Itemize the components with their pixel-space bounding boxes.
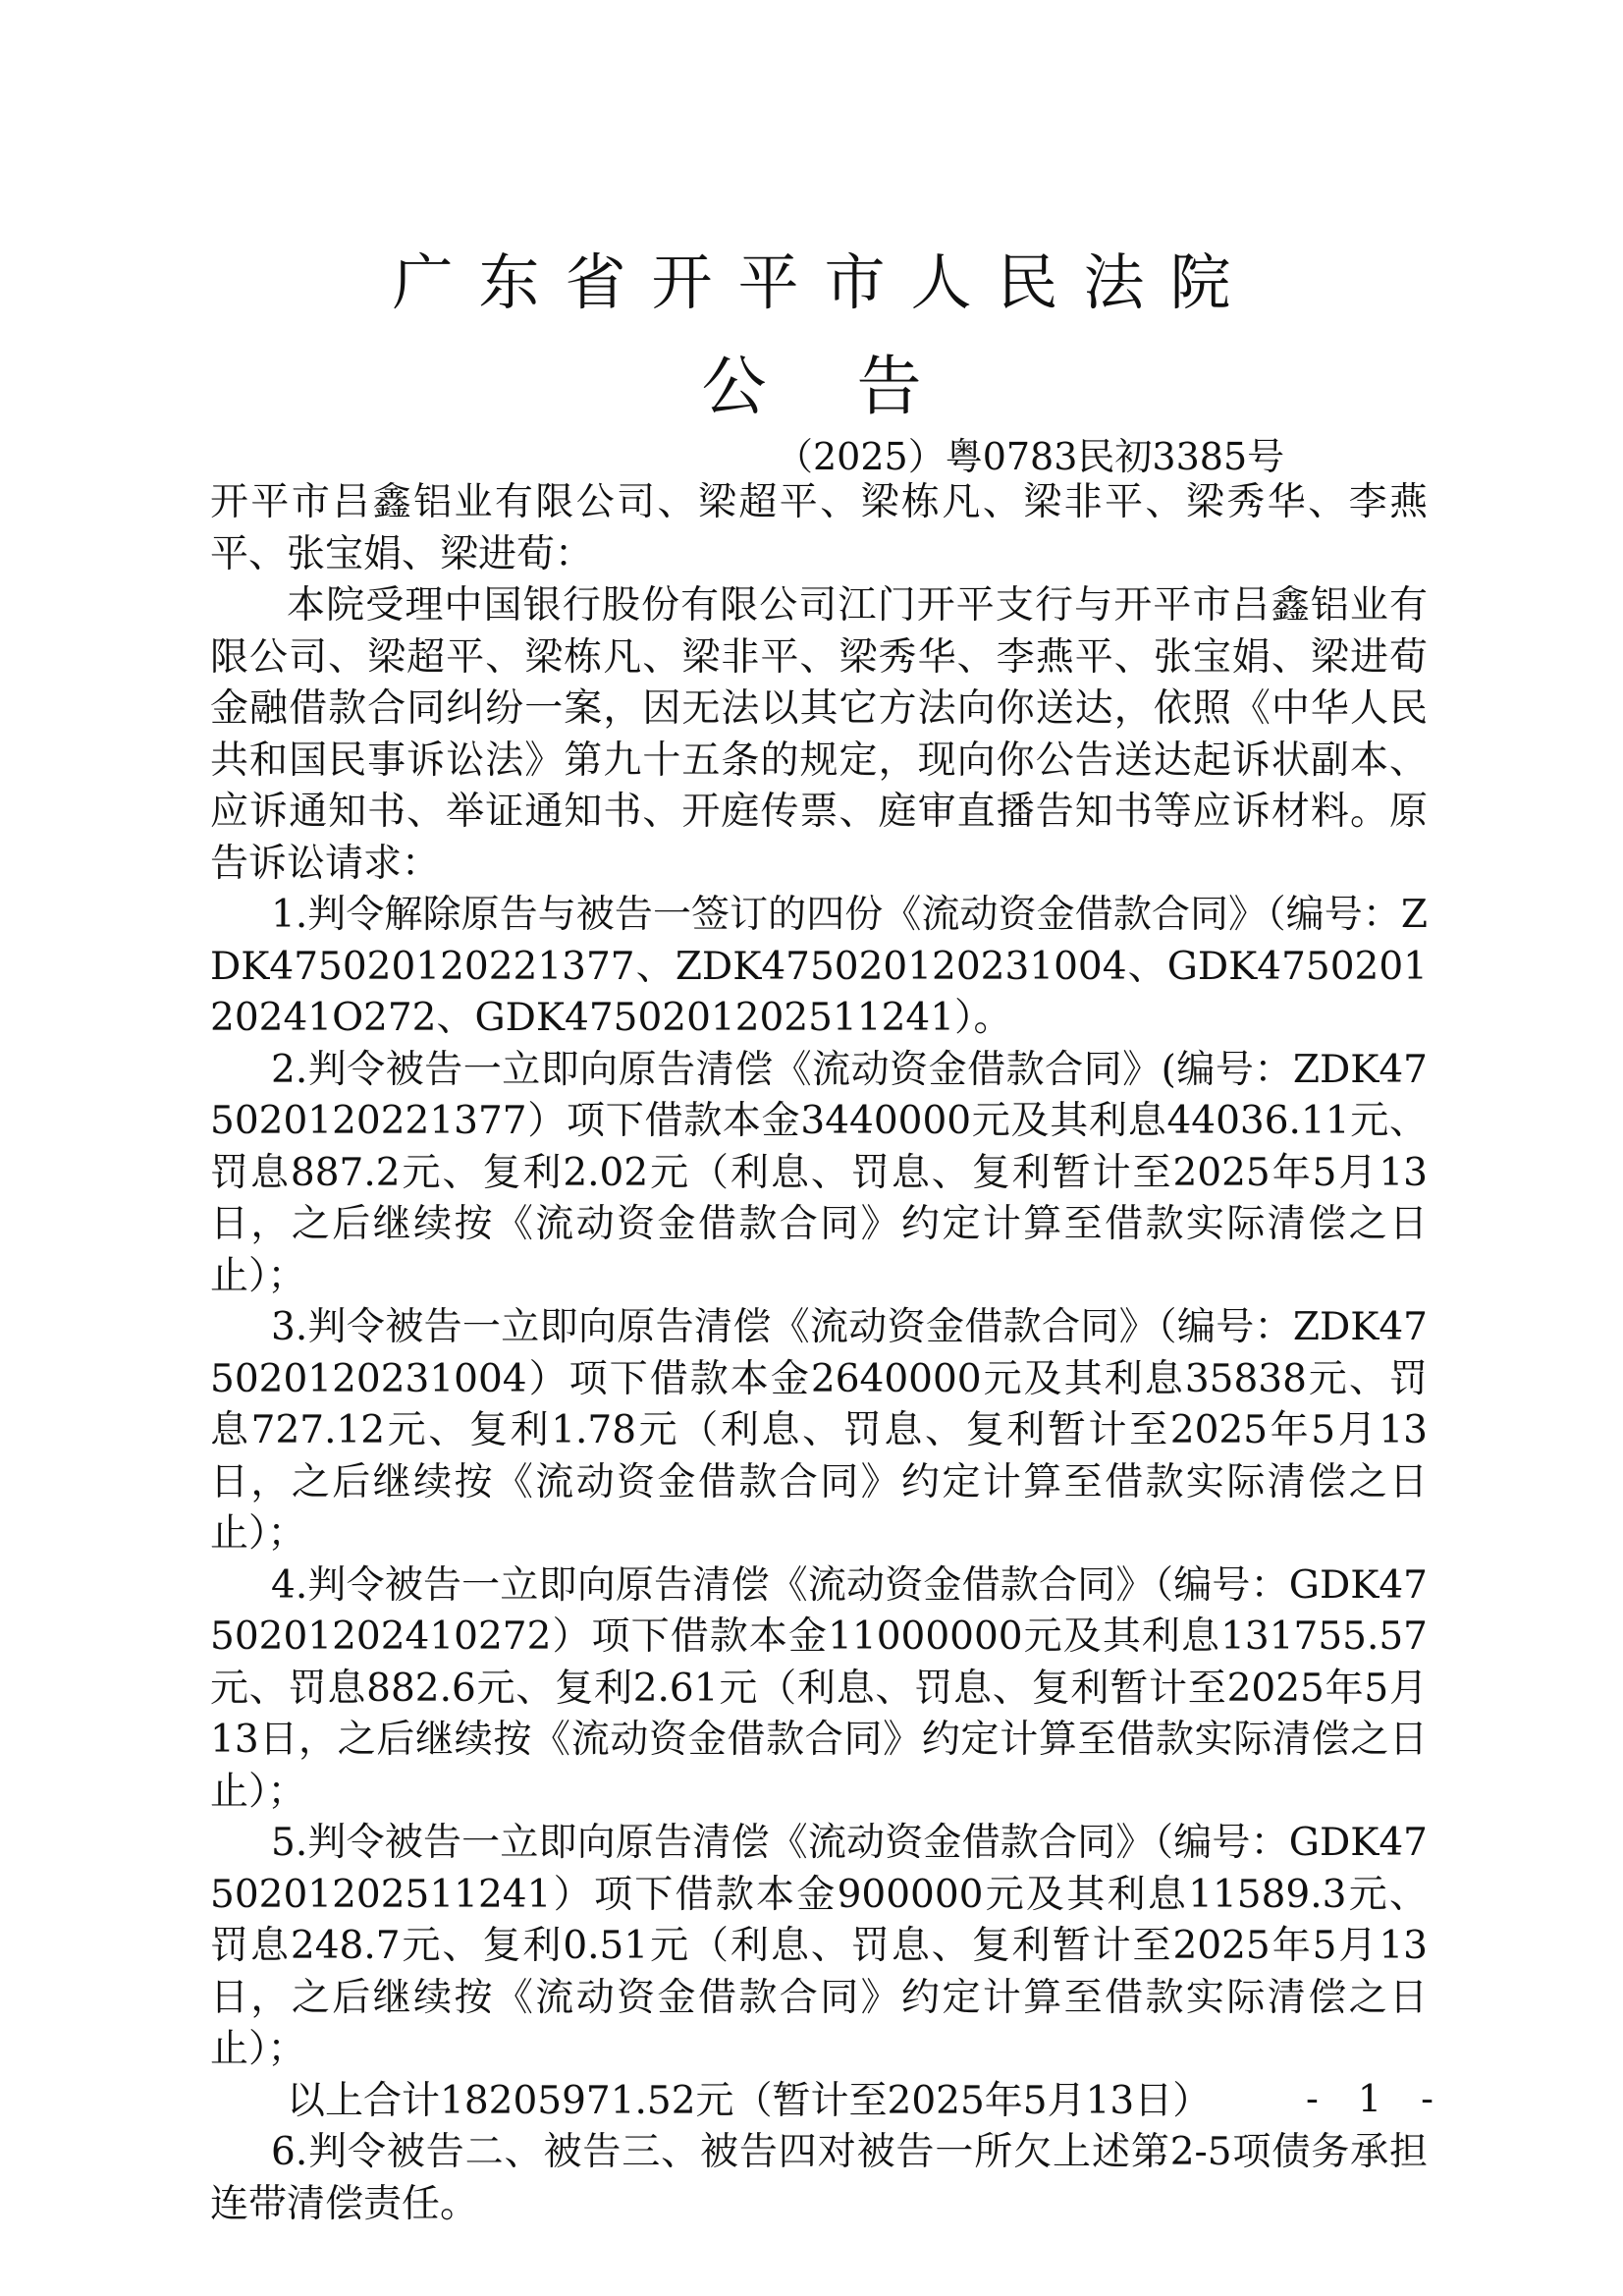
claim-item-4: 4.判令被告一立即向原告清偿《流动资金借款合同》（编号：GDK4750201202410272）项下借款本金11000000元及其利息131755.57元、罚息882.6元、复利2.61元（利息、罚息、复利暂计至2025年5月13日，之后继续按《流动资金借款合同》约定计算至借款实际清偿之日止）； <box>210 1562 1428 1814</box>
page-number: - 1 - <box>1306 2077 1448 2120</box>
announcement-body <box>210 477 1428 2230</box>
announcement-title: 公告 <box>701 349 1012 424</box>
addressees-paragraph: 开平市吕鑫铝业有限公司、梁超平、梁栋凡、梁非平、梁秀华、李燕平、张宝娟、梁进荀： <box>210 480 1428 576</box>
claim-item-3: 3.判令被告一立即向原告清偿《流动资金借款合同》（编号：ZDK475020120231004）项下借款本金2640000元及其利息35838元、罚息727.12元、复利1.78元（利息、罚息、复利暂计至2025年5月13日，之后继续按《流动资金借款合同》约定计算至借款实际清偿之日止）； <box>210 1305 1428 1556</box>
claim-item-6: 6.判令被告二、被告三、被告四对被告一所欠上述第2-5项债务承担连带清偿责任。 <box>210 2130 1428 2226</box>
claim-item-2: 2.判令被告一立即向原告清偿《流动资金借款合同》(编号：ZDK475020120221377）项下借款本金3440000元及其利息44036.11元、罚息887.2元、复利2.02元（利息、罚息、复利暂计至2025年5月13日，之后继续按《流动资金借款合同》约定计算至借款实际清偿之日止）； <box>210 1047 1428 1298</box>
claim-item-5: 5.判令被告一立即向原告清偿《流动资金借款合同》（编号：GDK4750201202511241）项下借款本金900000元及其利息11589.3元、罚息248.7元、复利0.51元（利息、罚息、复利暂计至2025年5月13日，之后继续按《流动资金借款合同》约定计算至借款实际清偿之日止）； <box>210 1821 1428 2071</box>
intro-paragraph: 本院受理中国银行股份有限公司江门开平支行与开平市吕鑫铝业有限公司、梁超平、梁栋凡、梁非平、梁秀华、李燕平、张宝娟、梁进荀金融借款合同纠纷一案，因无法以其它方法向你送达，依照《中华人民共和国民事诉讼法》第九十五条的规定，现向你公告送达起诉状副本、应诉通知书、举证通知书、开庭传票、庭审直播告知书等应诉材料。原告诉讼请求： <box>210 583 1428 886</box>
claim-item-1: 1.判令解除原告与被告一签订的四份《流动资金借款合同》（编号：ZDK475020120221377、ZDK475020120231004、GDK475020120241O272、GDK4750201202511241）。 <box>210 893 1428 1040</box>
court-name-heading: 广东省开平市人民法院 <box>392 246 1257 318</box>
case-number: （2025）粤0783民初3385号 <box>776 435 1285 478</box>
claims-total: 以上合计18205971.52元（暂计至2025年5月13日） <box>287 2078 1212 2123</box>
